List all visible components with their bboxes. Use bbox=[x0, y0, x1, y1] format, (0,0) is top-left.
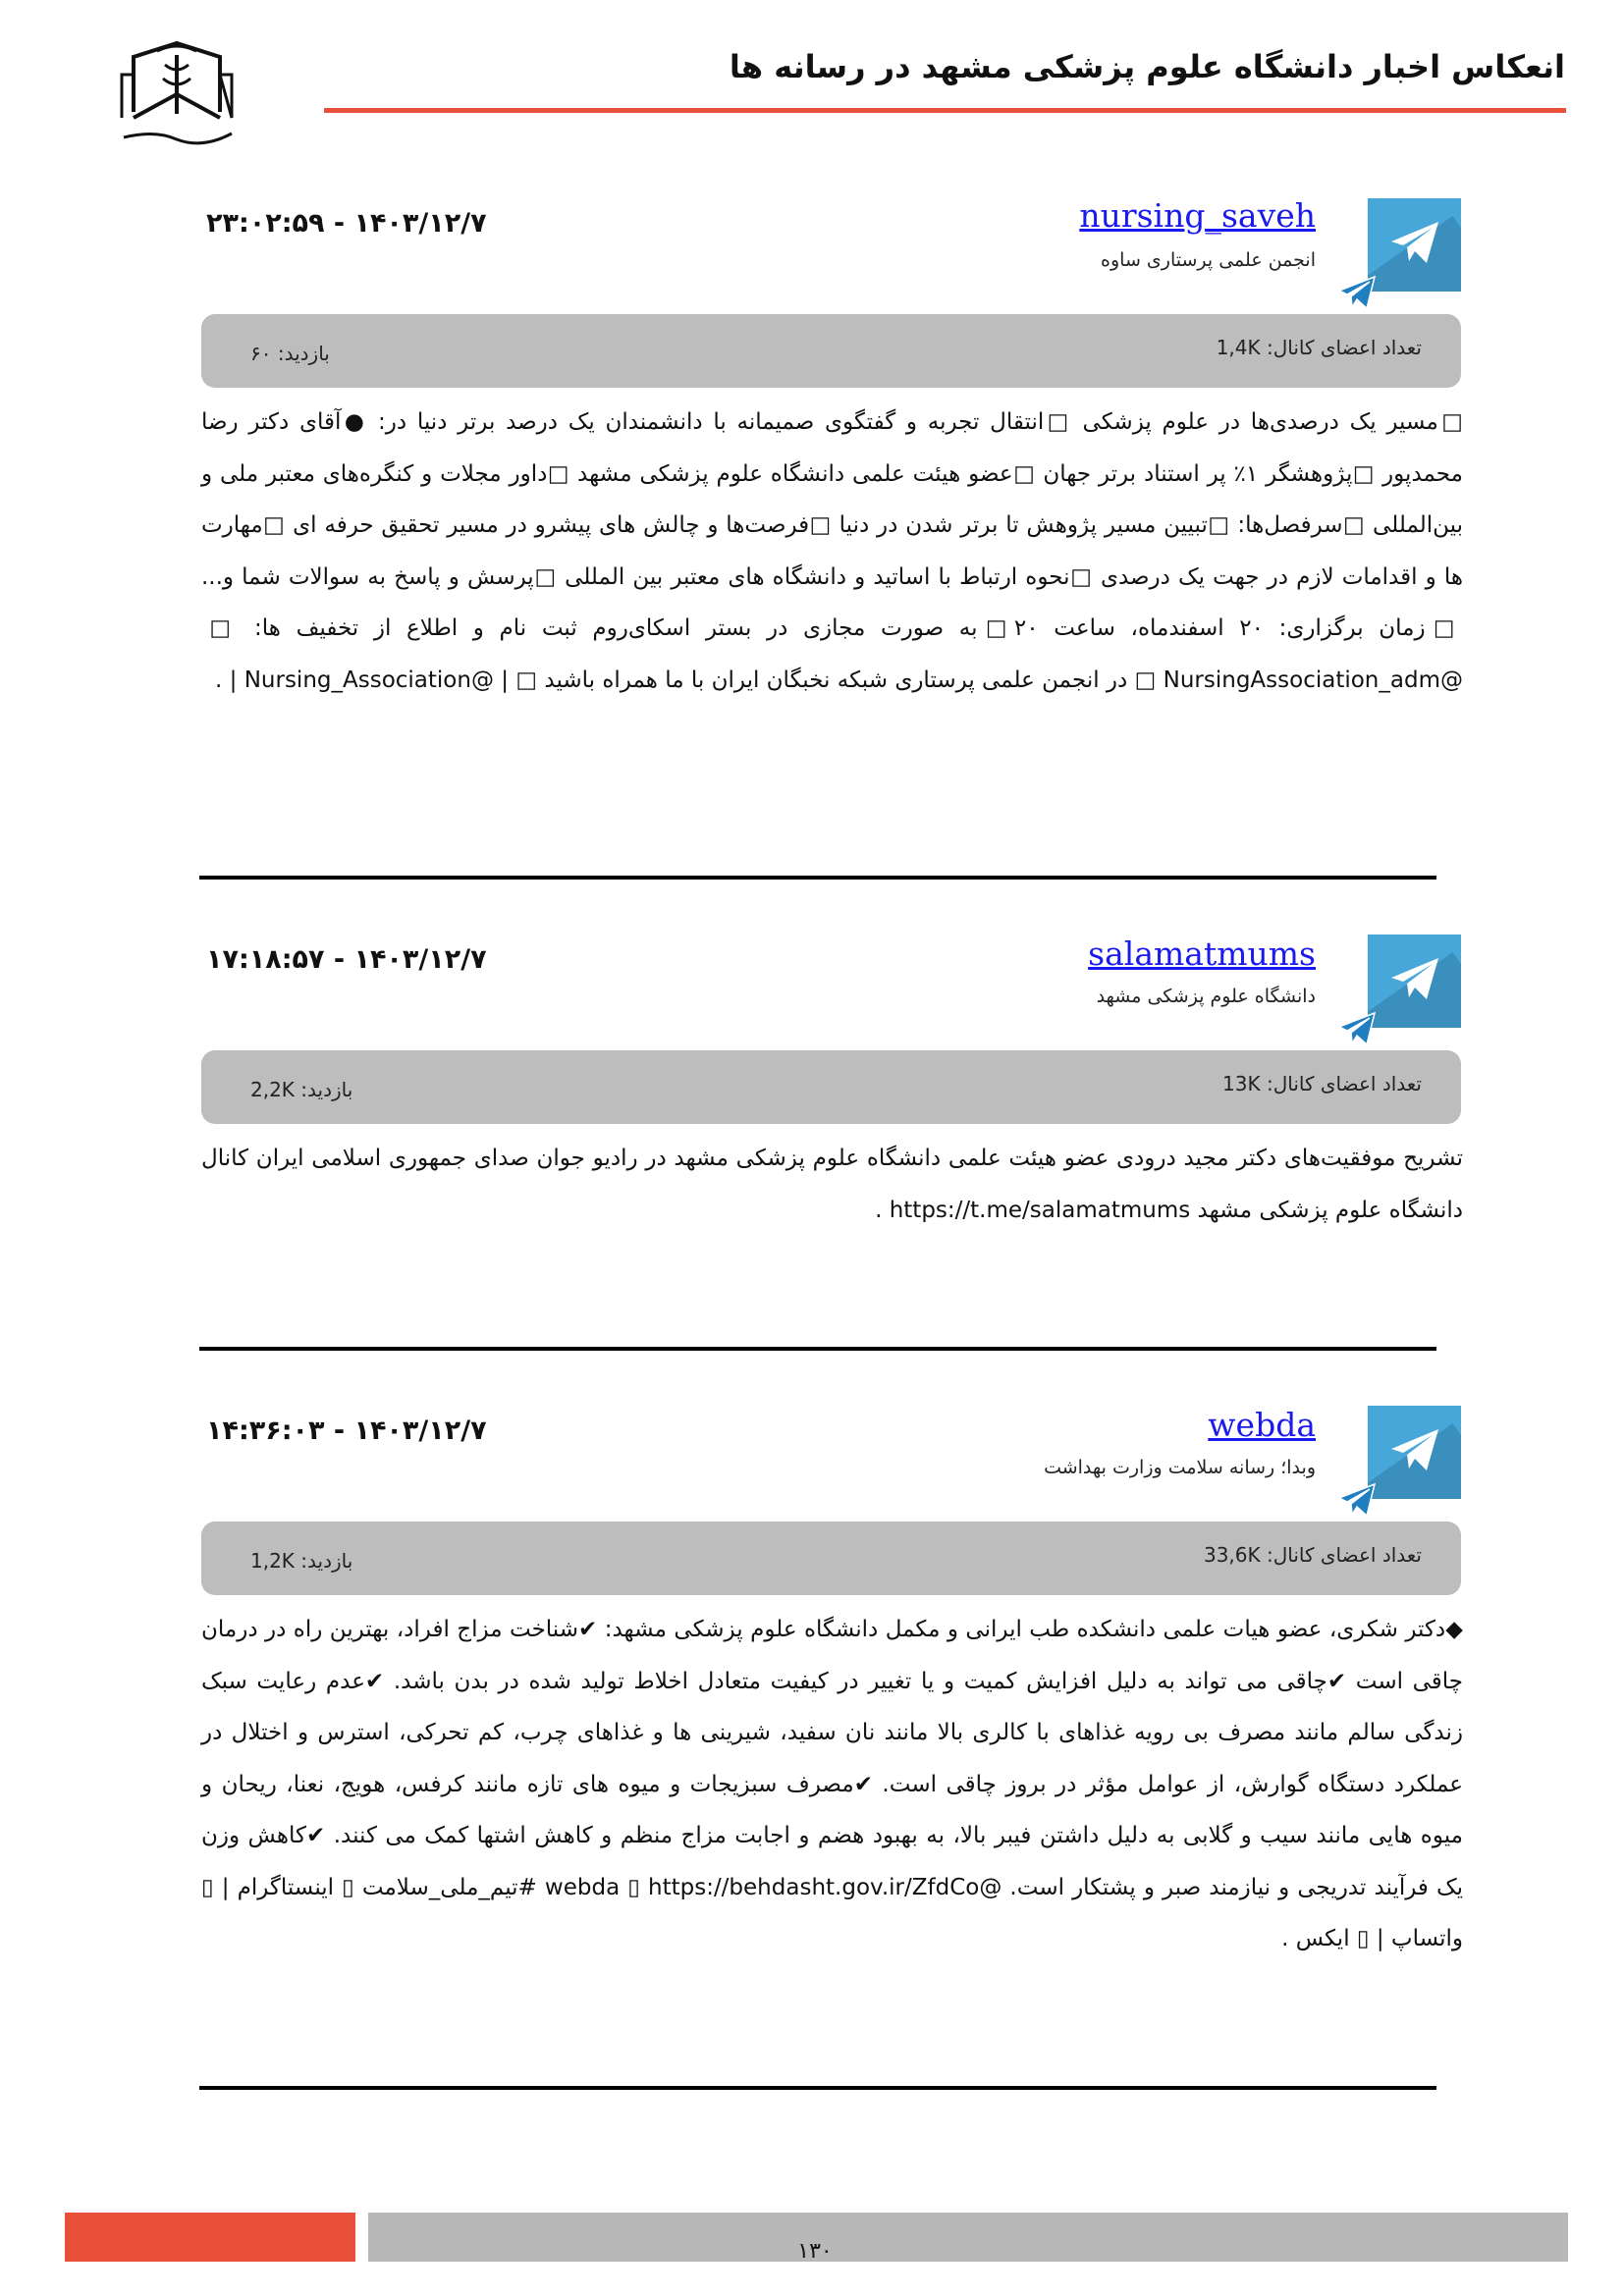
telegram-badge-icon bbox=[1337, 1011, 1377, 1046]
view-count: بازدید: 2,2K bbox=[250, 1078, 353, 1101]
university-logo bbox=[116, 35, 239, 168]
stats-box bbox=[201, 314, 1461, 388]
header-rule bbox=[324, 108, 1566, 113]
channel-name-link[interactable]: webda bbox=[1208, 1406, 1316, 1444]
page-number: ۱۳۰ bbox=[797, 2239, 833, 2264]
telegram-badge-icon bbox=[1337, 275, 1377, 310]
stats-box bbox=[201, 1522, 1461, 1595]
post-body: تشریح موفقیت‌های دکتر مجید درودی عضو هیئت علمی دانشگاه علوم پزشکی مشهد در رادیو جوان صدای جمهوری اسلامی ایران کانال دانشگاه علوم پزشکی مشهد https://t.me/salamatmums . bbox=[201, 1146, 1463, 1223]
view-count: بازدید: ۶۰ bbox=[250, 342, 330, 365]
channel-name-link[interactable]: salamatmums bbox=[1088, 934, 1316, 973]
post-separator bbox=[199, 1347, 1436, 1351]
member-count: تعداد اعضای کانال: 1,4K bbox=[1216, 336, 1422, 359]
telegram-badge-icon bbox=[1337, 1482, 1377, 1518]
member-count: تعداد اعضای کانال: 13K bbox=[1222, 1072, 1422, 1095]
member-count: تعداد اعضای کانال: 33,6K bbox=[1203, 1543, 1422, 1567]
post-datetime: ۲۳:۰۲:۵۹ - ۱۴۰۳/۱۲/۷ bbox=[206, 208, 487, 239]
post-body: ◆دکتر شکری، عضو هیات علمی دانشکده طب ایرانی و مکمل دانشگاه علوم پزشکی مشهد: ✔شناخت مزاج افراد، بهترین راه در درمان چاقی است ✔چاقی می تواند به دلیل افزایش کمیت و یا تغییر در کیفیت متعادل اخلاط تولید شده در بدن باشد. ✔عدم رعایت سبک زندگی سالم مانند مصرف بی رویه غذاهای با کالری بالا مانند نان سفید، شیرینی ها و غذاهای چرب، کم تحرکی، استرس و اختلال در عملکرد دستگاه گوارش، از عوامل مؤثر در بروز چاقی است. ✔مصرف سبزیجات و میوه های تازه مانند کرفس، هویج، نعنا، ریحان و میوه هایی مانند سیب و گلابی به دلیل داشتن فیبر بالا، به بهبود هضم و اجابت مزاج منظم و کاهش اشتها کمک می کنند. ✔کاهش وزن یک فرآیند تدریجی و نیازمند صبر و پشتکار است. @webda ▯ https://behdasht.gov.ir/ZfdCo #تیم_ملی_سلامت ▯ اینستاگرام | ▯ واتساپ | ▯ ایکس . bbox=[201, 1617, 1464, 1951]
post-datetime: ۱۴:۳۶:۰۳ - ۱۴۰۳/۱۲/۷ bbox=[206, 1415, 487, 1446]
telegram-icon bbox=[1368, 934, 1461, 1028]
channel-subtitle: وبدا؛ رسانه سلامت وزارت بهداشت bbox=[1044, 1457, 1316, 1478]
channel-subtitle: دانشگاه علوم پزشکی مشهد bbox=[1096, 986, 1316, 1007]
telegram-icon bbox=[1368, 1406, 1461, 1499]
footer-bar bbox=[368, 2213, 1568, 2262]
channel-name-link[interactable]: nursing_saveh bbox=[1079, 196, 1316, 235]
page-title: انعکاس اخبار دانشگاه علوم پزشکی مشهد در رسانه ها bbox=[729, 48, 1565, 85]
post-body: □مسیر یک درصدی‌ها در علوم پزشکی □انتقال تجربه و گفتگوی صمیمانه با دانشمندان یک درصد برتر دنیا در: ●آقای دکتر رضا محمدپور □پژوهشگر ۱٪ پر استناد برتر جهان □عضو هیئت علمی دانشگاه علوم پزشکی مشهد □داور مجلات و کنگره‌های معتبر ملی و بین‌المللی □سرفصل‌ها: □تبیین مسیر پژوهش تا برتر شدن در دنیا □فرصت‌ها و چالش های پیشرو در مسیر تحقیق حرفه ای □مهارت ها و اقدامات لازم در جهت یک درصدی □نحوه ارتباط با اساتید و دانشگاه های معتبر بین المللی □پرسش و پاسخ به سوالات شما و... □زمان برگزاری: ۲۰ اسفندماه، ساعت ۲۰ □به صورت مجازی در بستر اسکای‌روم ثبت نام و اطلاع از تخفیف ها: □ @NursingAssociation_adm □ در انجمن علمی پرستاری شبکه نخبگان ایران با ما همراه باشید □ | @Nursing_Association | . bbox=[201, 409, 1463, 693]
telegram-icon bbox=[1368, 198, 1461, 292]
stats-box bbox=[201, 1050, 1461, 1124]
footer-accent-bar bbox=[65, 2213, 355, 2262]
post-separator bbox=[199, 2086, 1436, 2090]
post-separator bbox=[199, 876, 1436, 880]
channel-subtitle: انجمن علمی پرستاری ساوه bbox=[1101, 249, 1316, 271]
post-datetime: ۱۷:۱۸:۵۷ - ۱۴۰۳/۱۲/۷ bbox=[206, 944, 487, 975]
view-count: بازدید: 1,2K bbox=[250, 1549, 353, 1573]
